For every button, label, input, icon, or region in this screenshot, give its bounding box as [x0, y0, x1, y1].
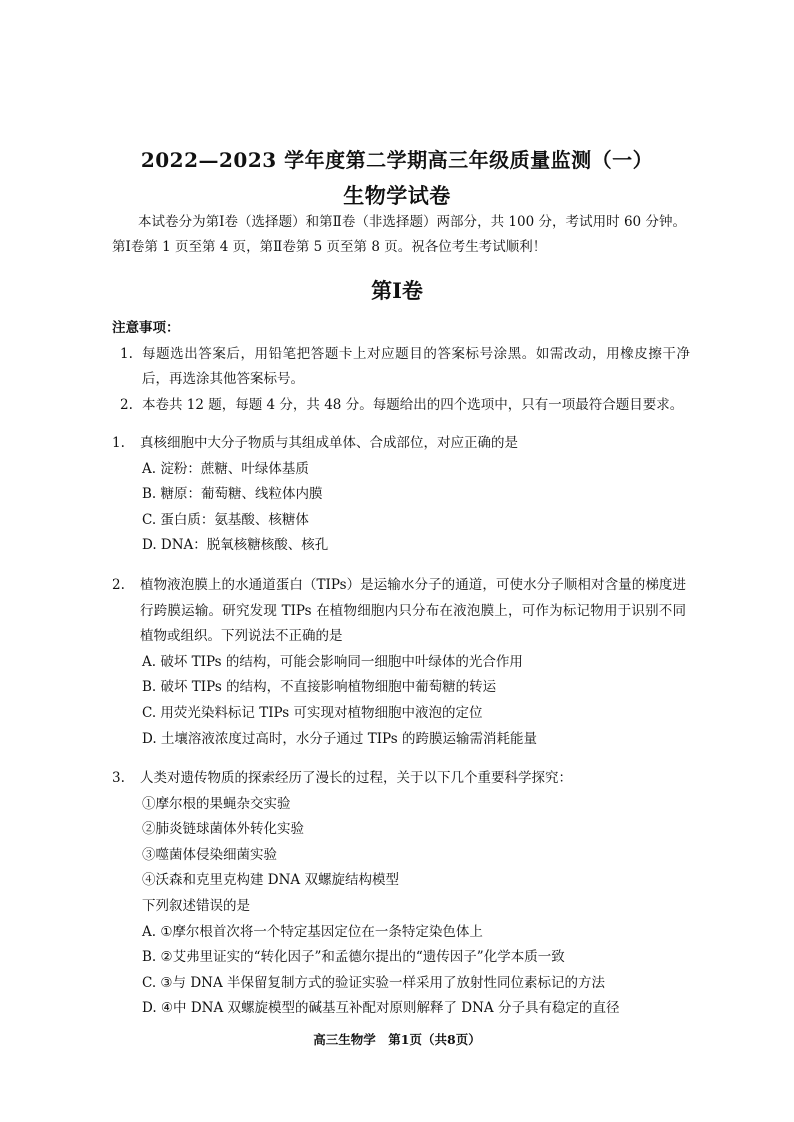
option-c: C. 用荧光染料标记 TIPs 可实现对植物细胞中液泡的定位 — [142, 704, 483, 721]
option-a: A. 淀粉：蔗糖、叶绿体基质 — [142, 460, 309, 477]
option-b: B. 破坏 TIPs 的结构，不直接影响植物细胞中葡萄糖的转运 — [142, 679, 497, 696]
exam-intro: 本试卷分为第Ⅰ卷（选择题）和第Ⅱ卷（非选择题）两部分，共 100 分，考试用时 60 分钟。第Ⅰ卷第 1 页至第 4 页，第Ⅱ卷第 5 页至第 8 页。祝各位考生考试顺利！ — [112, 214, 686, 255]
question-lead: 下列叙述错误的是 — [142, 897, 250, 914]
experiment-item: ④沃森和克里克构建 DNA 双螺旋结构模型 — [142, 872, 399, 889]
exam-subtitle: 生物学试卷 — [343, 183, 451, 208]
notice-item-text: 每题选出答案后，用铅笔把答题卡上对应题目的答案标号涂黑。如需改动，用橡皮擦干净后，再选涂其他答案标号。 — [142, 346, 690, 387]
notice-item-number: 2. — [120, 397, 133, 413]
notice-item — [120, 342, 690, 392]
option-a: A. 破坏 TIPs 的结构，可能会影响同一细胞中叶绿体的光合作用 — [142, 653, 523, 670]
option-d: D. 土壤溶液浓度过高时，水分子通过 TIPs 的跨膜运输需消耗能量 — [142, 730, 537, 747]
question-number: 1. — [112, 435, 125, 451]
page-footer: 高三生物学 第1页（共8页） — [313, 1032, 481, 1047]
experiment-item: ②肺炎链球菌体外转化实验 — [142, 821, 304, 838]
section-heading: 第Ⅰ卷 — [371, 278, 423, 303]
question-stem: 植物液泡膜上的水通道蛋白（TIPs）是运输水分子的通道，可使水分子顺相对含量的梯度进行跨膜运输。研究发现 TIPs 在植物细胞内只分布在液泡膜上，可作为标记物用于识别不同植物或组织。下列说法不正确的是 — [140, 577, 686, 645]
option-c: C. ③与 DNA 半保留复制方式的验证实验一样采用了放射性同位素标记的方法 — [142, 974, 606, 991]
option-b: B. 糖原：葡萄糖、线粒体内膜 — [142, 486, 323, 503]
question-stem: 人类对遗传物质的探索经历了漫长的过程，关于以下几个重要科学探究： — [140, 770, 572, 786]
option-d: D. DNA：脱氧核糖核酸、核孔 — [142, 537, 329, 554]
question-3 — [112, 766, 686, 1022]
question-number: 3. — [112, 770, 125, 786]
exam-title: 2022—2023 学年度第二学期高三年级质量监测（一） — [140, 148, 654, 172]
experiment-item: ①摩尔根的果蝇杂交实验 — [142, 795, 291, 812]
option-a: A. ①摩尔根首次将一个特定基因定位在一条特定染色体上 — [142, 923, 483, 940]
question-2 — [112, 573, 686, 752]
question-1 — [112, 431, 686, 559]
notice-heading: 注意事项： — [112, 320, 180, 336]
experiment-item: ③噬菌体侵染细菌实验 — [142, 846, 277, 863]
option-b: B. ②艾弗里证实的“转化因子”和孟德尔提出的“遗传因子”化学本质一致 — [142, 949, 565, 966]
notice-item — [120, 393, 690, 418]
notice-item-number: 1. — [120, 346, 133, 362]
option-d: D. ④中 DNA 双螺旋模型的碱基互补配对原则解释了 DNA 分子具有稳定的直径 — [142, 1000, 620, 1017]
question-number: 2. — [112, 577, 125, 593]
option-c: C. 蛋白质：氨基酸、核糖体 — [142, 511, 309, 528]
question-stem: 真核细胞中大分子物质与其组成单体、合成部位，对应正确的是 — [140, 435, 518, 451]
notice-item-text: 本卷共 12 题，每题 4 分，共 48 分。每题给出的四个选项中，只有一项最符合题目要求。 — [142, 397, 684, 413]
